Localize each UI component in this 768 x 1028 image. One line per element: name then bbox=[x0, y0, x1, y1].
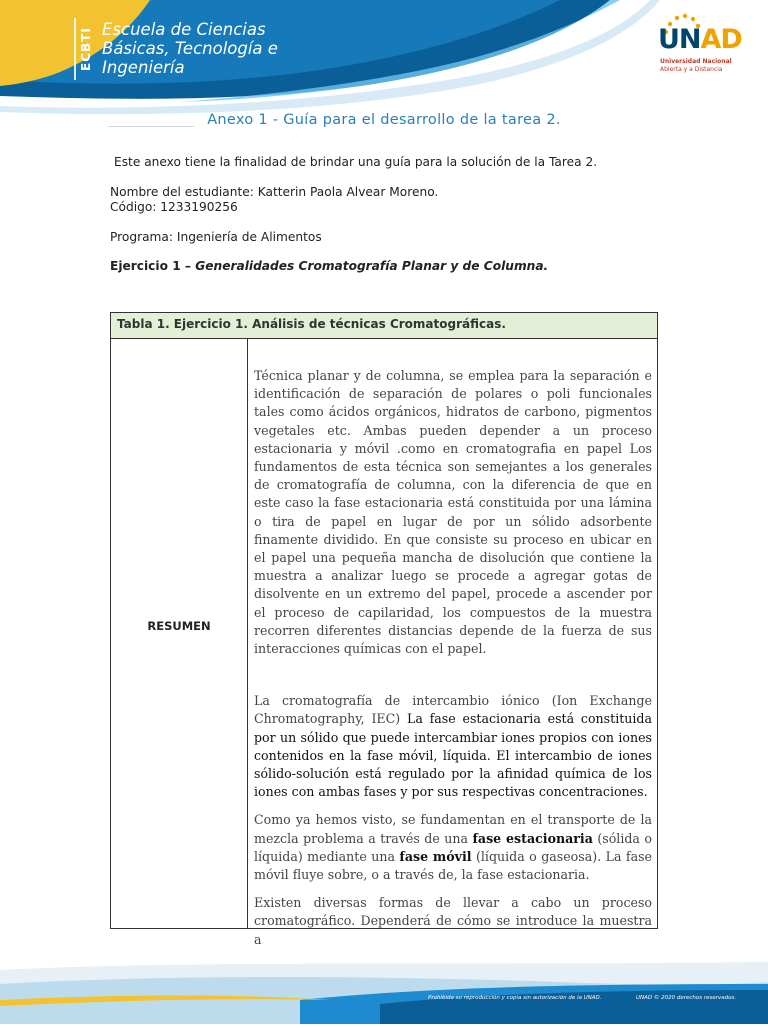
table-cell-content bbox=[254, 367, 652, 947]
text-run: (sólida o líquida) mediante una bbox=[254, 830, 652, 864]
text-run: (líquida o gaseosa). La fase móvil fluye sobre, o a través de, la fase estacionaria. bbox=[254, 848, 652, 883]
exercise-title: Generalidades Cromatografía Planar y de Columna. bbox=[195, 259, 549, 273]
table-caption: Tabla 1. Ejercicio 1. Análisis de técnicas Cromatográficas. bbox=[111, 313, 657, 339]
exercise-prefix: Ejercicio 1 – bbox=[110, 259, 196, 273]
school-name bbox=[102, 20, 302, 77]
footer-copyright: UNAD © 2020 derechos reservados. bbox=[636, 995, 737, 1001]
school-name-line: Básicas, Tecnología e bbox=[102, 39, 278, 58]
program-name: Programa: Ingeniería de Alimentos bbox=[110, 230, 322, 244]
student-code: Código: 1233190256 bbox=[110, 200, 238, 214]
ecbti-tag: ECBTI bbox=[74, 18, 96, 80]
logo-subtitle-2: Abierta y a Distancia bbox=[660, 66, 723, 73]
student-name: Nombre del estudiante: Katterin Paola Alvear Moreno. bbox=[110, 185, 439, 199]
intro-text: Este anexo tiene la finalidad de brindar una guía para la solución de la Tarea 2. bbox=[114, 155, 598, 169]
footer-notice: Prohibida su reproducción y copia sin autorización de la UNAD. bbox=[428, 995, 602, 1001]
logo-wordmark-un: UN bbox=[658, 24, 701, 55]
logo-subtitle-1: Universidad Nacional bbox=[660, 58, 732, 65]
row-label-resumen: RESUMEN bbox=[147, 619, 211, 633]
text-run: La fase estacionaria está constituida por un sólido que puede intercambiar iones propios con iones contenidos en la fase móvil, líquida. El intercambio de iones sólido-solución está regulado por la afinidad química de los iones con ambas fases y por sus respectivas concentraciones. bbox=[254, 711, 652, 800]
unad-logo bbox=[650, 14, 750, 80]
exercise-heading bbox=[110, 259, 548, 273]
bold-term: fase estacionaria bbox=[472, 830, 593, 846]
paragraph-phases bbox=[254, 811, 652, 884]
bold-term: fase móvil bbox=[399, 848, 472, 864]
logo-wordmark bbox=[658, 24, 742, 55]
paragraph-forms: Existen diversas formas de llevar a cabo un proceso cromatográfico. Dependerá de cómo se introduce la muestra a bbox=[254, 895, 652, 947]
page-footer bbox=[0, 960, 768, 1024]
table-column-divider bbox=[247, 339, 248, 929]
text-run: Como ya hemos visto, se fundamentan en el transporte de la mezcla problema a través de una bbox=[254, 812, 652, 846]
analysis-table bbox=[110, 312, 658, 947]
text-run: La cromatografía de intercambio iónico (Ion Exchange Chromatography, IEC) bbox=[254, 693, 652, 727]
page-header bbox=[0, 0, 768, 110]
paragraph-ion-exchange bbox=[254, 692, 652, 801]
school-name-line: Escuela de Ciencias bbox=[102, 20, 266, 39]
document-title: Anexo 1 - Guía para el desarrollo de la tarea 2. bbox=[207, 112, 561, 128]
paragraph-planar: Técnica planar y de columna, se emplea para la separación e identificación de separación de polares o poli funcionales tales como ácidos orgánicos, hidratos de carbono, pigmentos vegetales etc. Ambas pueden depender a un proceso estacionaria y móvil .como en cromatografia en papel Los fundamentos de esta técnica son semejantes a los generales de cromatografía de columna, con la diferencia de que en este caso la fase estacionaria está constituida por una lámina o tira de papel en lugar de por un sólido adsorbente finamente dividido. En que consiste su proceso en ubicar en el papel una pequeña mancha de disolución que contiene la muestra a analizar luego se procede a agregar gotas de disolvente en un extremo del papel, procede a ascender por el proceso de capilaridad, los compuestos de la muestra recorren diferentes distancias depende de la fuerza de sus interacciones químicas con el papel. bbox=[254, 368, 652, 657]
school-name-line: Ingeniería bbox=[102, 58, 185, 77]
logo-wordmark-ad: AD bbox=[700, 24, 742, 55]
footer-wave-graphic bbox=[0, 960, 768, 1024]
